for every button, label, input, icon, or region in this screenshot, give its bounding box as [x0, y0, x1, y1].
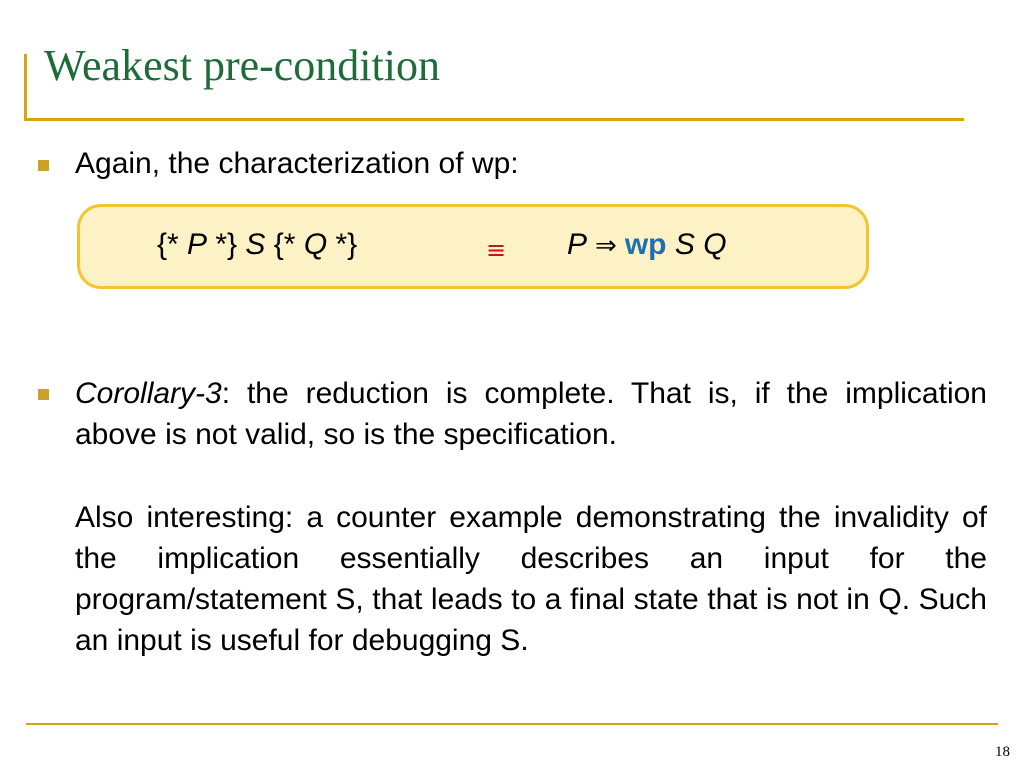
formula-P: P [187, 228, 208, 261]
formula-S: S [245, 228, 266, 261]
wp-expression [567, 226, 727, 265]
bullet-1-text: Again, the characterization of wp: [75, 147, 519, 180]
title-accent-bar [24, 54, 27, 120]
bullet-2-text [75, 373, 987, 455]
rhs-Q: Q [703, 228, 727, 261]
corollary-label: Corollary-3 [75, 377, 222, 410]
bullet-square-icon [38, 160, 49, 171]
formula-Q: Q [303, 228, 328, 261]
page-number: 18 [995, 744, 1010, 760]
corollary-body: : the reduction is complete. That is, if the implication above is not valid, so is the specification. [75, 377, 987, 451]
footer-rule [26, 723, 998, 725]
brace-open-1: {* [157, 228, 188, 261]
brace-close-2: *} [327, 228, 358, 261]
brace-open-2: {* [265, 228, 304, 261]
rhs-S: S [674, 228, 695, 261]
rhs-P: P [567, 228, 588, 261]
brace-close-1: *} [207, 228, 246, 261]
slide-title: Weakest pre-condition [44, 41, 440, 90]
paragraph-2: Also interesting: a counter example demonstrating the invalidity of the implication essentially describes an input for the program/statement S, that leads to a final state that is not in Q. Such an input is useful for debugging S. [75, 501, 987, 657]
hoare-triple [157, 226, 357, 264]
equivalence-symbol: ≡ [486, 236, 507, 264]
bullet-square-icon [38, 389, 49, 400]
title-rule [24, 118, 964, 121]
implies-icon: ⇒ [595, 231, 617, 261]
wp-keyword: wp [624, 228, 667, 261]
